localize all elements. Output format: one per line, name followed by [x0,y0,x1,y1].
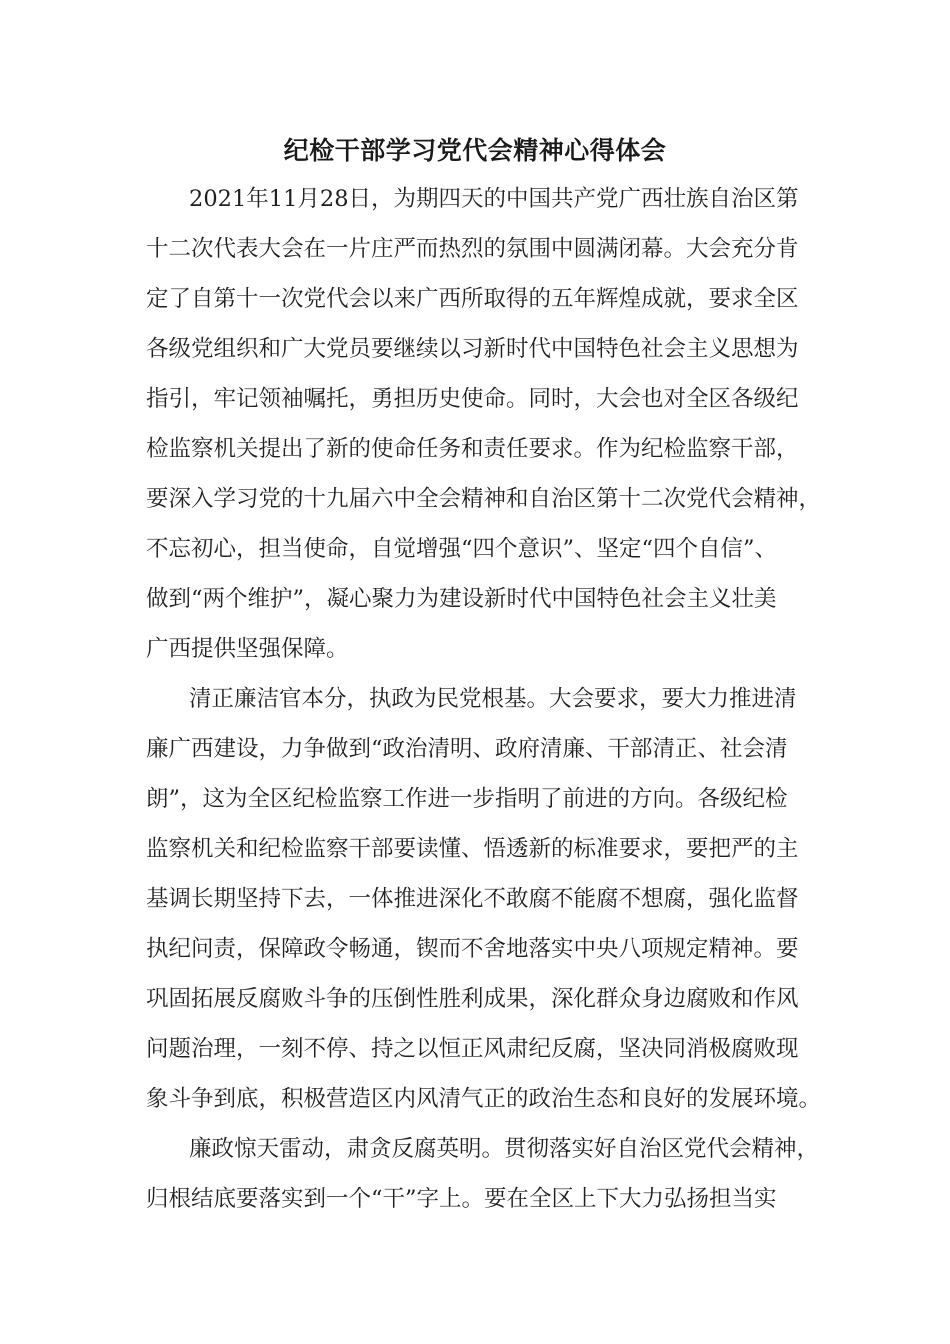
paragraph-1-line-1: 2021年11月28日，为期四天的中国共产党广西壮族自治区第 [189,186,799,212]
paragraph-1-line-10: 广西提供坚强保障。 [146,636,349,662]
page-title: 纪检干部学习党代会精神心得体会 [283,136,667,165]
paragraph-2-line-5: 基调长期坚持下去，一体推进深化不敢腐不能腐不想腐，强化监督 [146,886,799,912]
paragraph-2-line-1: 清正廉洁官本分，执政为民党根基。大会要求，要大力推进清 [189,686,797,712]
paragraph-2-line-6: 执纪问责，保障政令畅通，锲而不舍地落实中央八项规定精神。要 [146,936,799,962]
paragraph-2-line-4: 监察机关和纪检监察干部要读懂、悟透新的标准要求，要把严的主 [146,836,799,862]
paragraph-1-line-2: 十二次代表大会在一片庄严而热烈的氛围中圆满闭幕。大会充分肯 [146,236,799,262]
paragraph-3-line-1: 廉政惊天雷动，肃贪反腐英明。贯彻落实好自治区党代会精神， [189,1136,820,1162]
paragraph-3-line-2: 归根结底要落实到一个“干”字上。要在全区上下大力弘扬担当实 [146,1186,777,1212]
paragraph-1-line-5: 指引，牢记领袖嘱托，勇担历史使命。同时，大会也对全区各级纪 [146,386,799,412]
paragraph-2-line-8: 问题治理，一刻不停、持之以恒正风肃纪反腐，坚决同消极腐败现 [146,1036,799,1062]
paragraph-1-line-3: 定了自第十一次党代会以来广西所取得的五年辉煌成就，要求全区 [146,286,799,312]
paragraph-2-line-3: 朗”，这为全区纪检监察工作进一步指明了前进的方向。各级纪检 [146,786,788,812]
paragraph-2-line-9: 象斗争到底，积极营造区内风清气正的政治生态和良好的发展环境。 [146,1086,822,1112]
paragraph-1-line-4: 各级党组织和广大党员要继续以习新时代中国特色社会主义思想为 [146,336,799,362]
paragraph-2-line-7: 巩固拓展反腐败斗争的压倒性胜利成果，深化群众身边腐败和作风 [146,986,799,1012]
paragraph-2-line-2: 廉广西建设，力争做到“政治清明、政府清廉、干部清正、社会清 [146,736,788,762]
paragraph-1-line-8: 不忘初心，担当使命，自觉增强“四个意识”、坚定“四个自信”、 [146,536,778,562]
paragraph-1-line-7: 要深入学习党的十九届六中全会精神和自治区第十二次党代会精神， [146,486,822,512]
paragraph-1-line-6: 检监察机关提出了新的使命任务和责任要求。作为纪检监察干部， [146,436,799,462]
paragraph-1-line-9: 做到“两个维护”，凝心聚力为建设新时代中国特色社会主义壮美 [146,586,777,612]
